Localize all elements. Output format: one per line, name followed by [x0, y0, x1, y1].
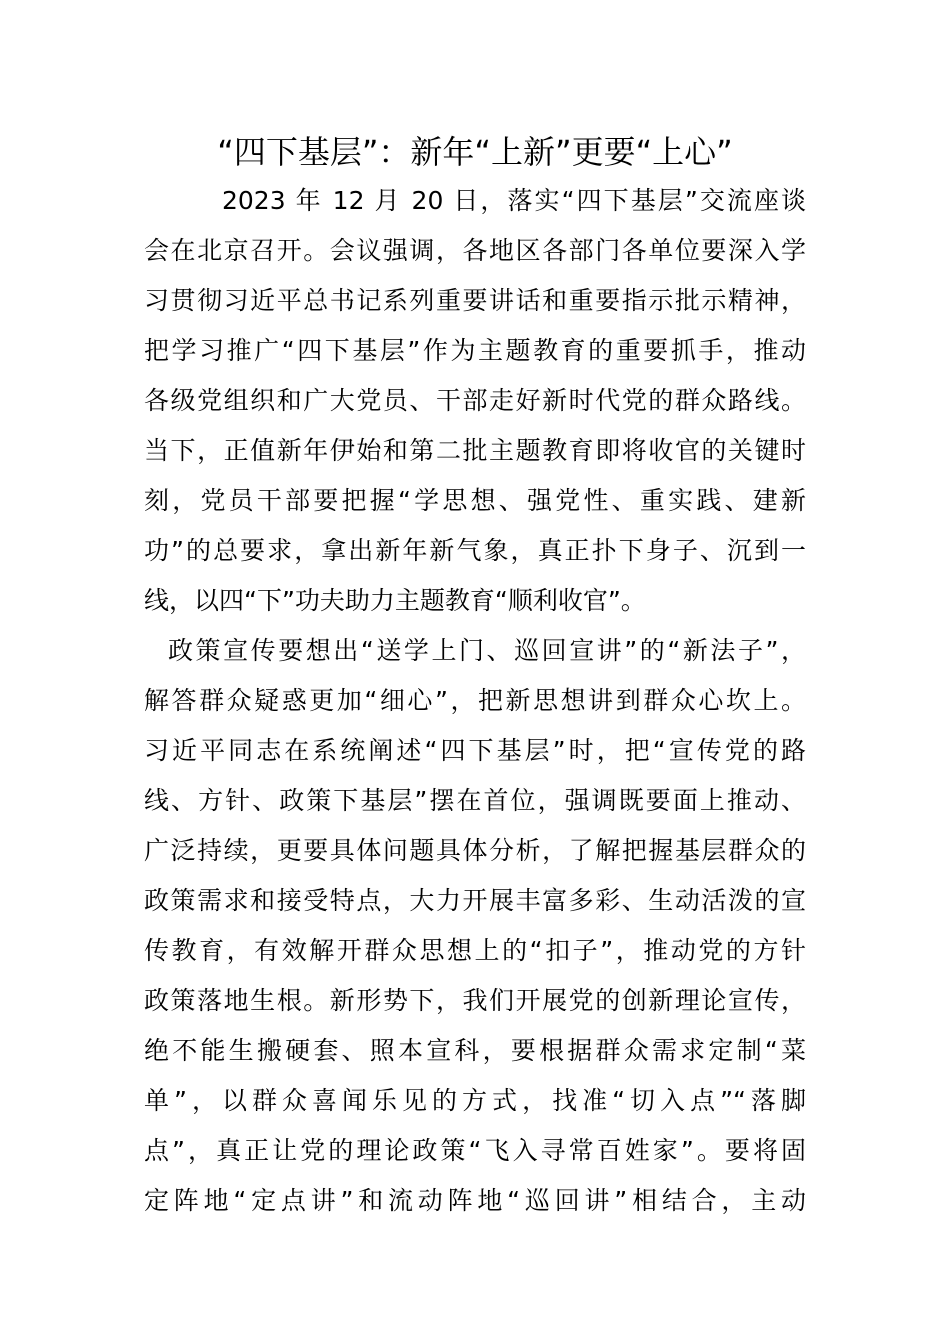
paragraph-2-line-7: 传教育，有效解开群众思想上的“扣子”，推动党的方针 — [144, 936, 806, 965]
paragraph-1-line-5: 各级党组织和广大党员、干部走好新时代党的群众路线。 — [144, 386, 806, 415]
paragraph-2-line-4: 线、方针、政策下基层”摆在首位，强调既要面上推动、 — [144, 786, 806, 815]
paragraph-2-line-12: 定阵地“定点讲”和流动阵地“巡回讲”相结合，主动 — [144, 1186, 806, 1215]
paragraph-1-line-6: 当下，正值新年伊始和第二批主题教育即将收官的关键时 — [144, 436, 806, 465]
paragraph-1-line-7: 刻，党员干部要把握“学思想、强党性、重实践、建新 — [144, 486, 806, 515]
paragraph-1-line-2: 会在北京召开。会议强调，各地区各部门各单位要深入学 — [144, 236, 806, 265]
paragraph-2-line-6: 政策需求和接受特点，大力开展丰富多彩、生动活泼的宣 — [144, 886, 806, 915]
paragraph-1-line-4: 把学习推广“四下基层”作为主题教育的重要抓手，推动 — [144, 336, 806, 365]
paragraph-2-line-5: 广泛持续，更要具体问题具体分析，了解把握基层群众的 — [144, 836, 806, 865]
paragraph-2-line-11: 点”，真正让党的理论政策“飞入寻常百姓家”。要将固 — [144, 1136, 806, 1165]
paragraph-2-line-10: 单”，以群众喜闻乐见的方式，找准“切入点”“落脚 — [144, 1086, 806, 1115]
paragraph-2-line-9: 绝不能生搬硬套、照本宣科，要根据群众需求定制“菜 — [144, 1036, 806, 1065]
paragraph-1-line-9: 线，以四“下”功夫助力主题教育“顺利收官”。 — [144, 586, 646, 615]
paragraph-2-line-8: 政策落地生根。新形势下，我们开展党的创新理论宣传， — [144, 986, 806, 1015]
paragraph-2-line-2: 解答群众疑惑更加“细心”，把新思想讲到群众心坎上。 — [144, 686, 806, 715]
paragraph-1-line-3: 习贯彻习近平总书记系列重要讲话和重要指示批示精神， — [144, 286, 806, 315]
paragraph-2-line-3: 习近平同志在系统阐述“四下基层”时，把“宣传党的路 — [144, 736, 806, 765]
paragraph-1-line-8: 功”的总要求，拿出新年新气象，真正扑下身子、沉到一 — [144, 536, 806, 565]
paragraph-2-line-1: 政策宣传要想出“送学上门、巡回宣讲”的“新法子”， — [168, 636, 806, 665]
document-title: “四下基层”：新年“上新”更要“上心” — [217, 133, 733, 171]
paragraph-1-line-1: 2023 年 12 月 20 日，落实“四下基层”交流座谈 — [222, 186, 806, 215]
